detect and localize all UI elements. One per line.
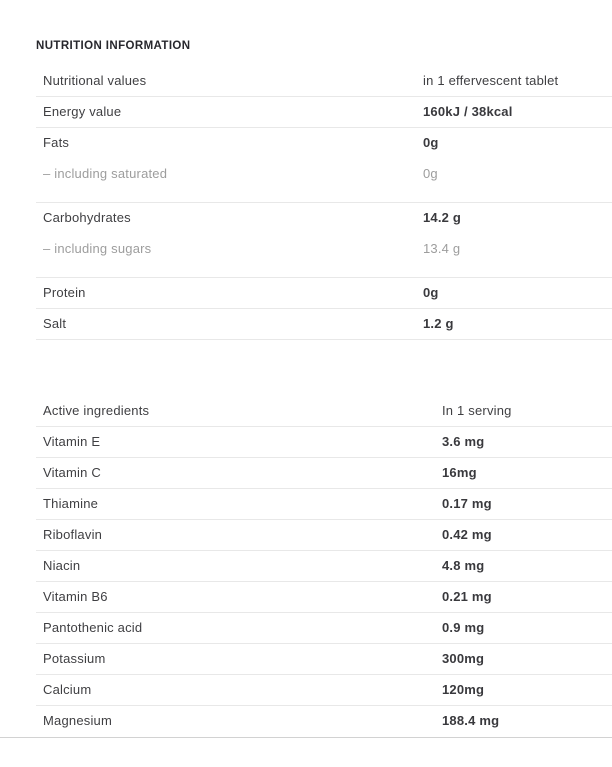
- row-value: 16mg: [442, 465, 477, 480]
- row-label: Thiamine: [43, 496, 99, 511]
- row-label: Riboflavin: [43, 527, 103, 542]
- row-value: 160kJ / 38kcal: [423, 104, 513, 119]
- row-label: Niacin: [43, 558, 81, 573]
- row-label: Energy value: [43, 104, 122, 119]
- row-carbohydrates: [36, 203, 612, 233]
- row-label: Carbohydrates: [43, 210, 131, 225]
- row-value: 0g: [423, 166, 438, 181]
- row-vitamin-e: [36, 427, 612, 458]
- header-value: In 1 serving: [442, 403, 512, 418]
- row-label: – including saturated: [43, 166, 168, 181]
- row-value: 4.8 mg: [442, 558, 485, 573]
- nutrition-section: [36, 40, 612, 737]
- row-pantothenic-acid: [36, 613, 612, 644]
- row-calcium: [36, 675, 612, 706]
- row-value: 188.4 mg: [442, 713, 500, 728]
- active-ingredients-table: [36, 396, 612, 737]
- row-label: Vitamin E: [43, 434, 101, 449]
- row-fats: [36, 128, 612, 158]
- row-label: Pantothenic acid: [43, 620, 143, 635]
- header-label: Active ingredients: [43, 403, 150, 418]
- row-label: Vitamin B6: [43, 589, 108, 604]
- row-thiamine: [36, 489, 612, 520]
- row-value: 3.6 mg: [442, 434, 485, 449]
- row-value: 120mg: [442, 682, 485, 697]
- row-label: Protein: [43, 285, 86, 300]
- row-value: 0.21 mg: [442, 589, 492, 604]
- row-label: Fats: [43, 135, 70, 150]
- section-bottom-divider: [0, 737, 612, 738]
- header-label: Nutritional values: [43, 73, 147, 88]
- row-label: Magnesium: [43, 713, 112, 728]
- row-value: 0.42 mg: [442, 527, 492, 542]
- row-including-sugars: [36, 233, 612, 278]
- row-energy-value: [36, 97, 612, 128]
- row-magnesium: [36, 706, 612, 737]
- row-value: 13.4 g: [423, 241, 461, 256]
- nutritional-values-table: [36, 66, 612, 340]
- row-value: 0g: [423, 285, 439, 300]
- row-potassium: [36, 644, 612, 675]
- row-including-saturated: [36, 158, 612, 203]
- row-value: 0.17 mg: [442, 496, 492, 511]
- header-value: in 1 effervescent tablet: [423, 73, 559, 88]
- row-label: – including sugars: [43, 241, 152, 256]
- row-label: Potassium: [43, 651, 106, 666]
- nutritional-values-header-row: [36, 66, 612, 97]
- active-ingredients-header-row: [36, 396, 612, 427]
- row-value: 14.2 g: [423, 210, 462, 225]
- row-vitamin-b6: [36, 582, 612, 613]
- row-value: 0g: [423, 135, 439, 150]
- row-label: Vitamin C: [43, 465, 101, 480]
- row-value: 0.9 mg: [442, 620, 485, 635]
- row-label: Salt: [43, 316, 67, 331]
- row-label: Calcium: [43, 682, 92, 697]
- row-protein: [36, 278, 612, 309]
- row-value: 300mg: [442, 651, 485, 666]
- row-riboflavin: [36, 520, 612, 551]
- row-niacin: [36, 551, 612, 582]
- section-title: NUTRITION INFORMATION: [36, 40, 191, 52]
- row-vitamin-c: [36, 458, 612, 489]
- row-value: 1.2 g: [423, 316, 454, 331]
- row-salt: [36, 309, 612, 340]
